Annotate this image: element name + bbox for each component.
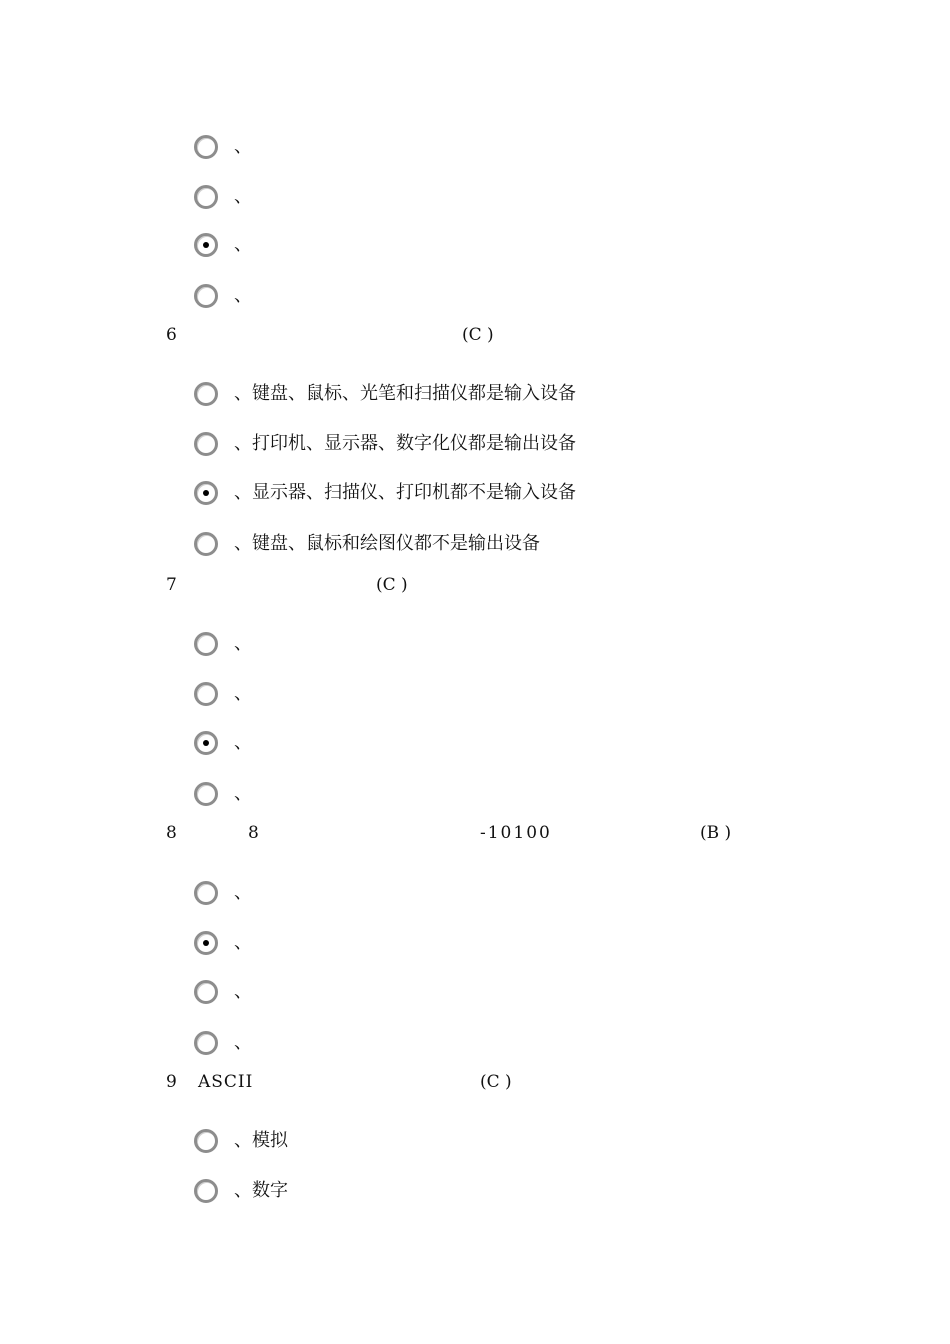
q9-number: 9 (166, 1072, 177, 1092)
radio-button[interactable] (194, 1129, 218, 1153)
option-text: 、 (234, 136, 252, 157)
q7-option-1[interactable] (194, 630, 252, 658)
radio-button[interactable] (194, 532, 218, 556)
option-text: 、 (234, 234, 252, 255)
q7-answer: (C ) (376, 575, 408, 595)
radio-button[interactable] (194, 185, 218, 209)
option-text: 、显示器、扫描仪、打印机都不是输入设备 (234, 482, 576, 503)
q7-number: 7 (166, 575, 177, 595)
q7-option-2[interactable] (194, 680, 252, 708)
radio-button[interactable] (194, 1031, 218, 1055)
q9-option-1[interactable] (194, 1127, 288, 1155)
q6-option-2[interactable] (194, 430, 576, 458)
q6-option-1[interactable] (194, 380, 576, 408)
radio-button-selected[interactable] (194, 731, 218, 755)
q9-answer: (C ) (480, 1072, 512, 1092)
option-text: 、 (234, 186, 252, 207)
radio-button-selected[interactable] (194, 931, 218, 955)
option-text: 、打印机、显示器、数字化仪都是输出设备 (234, 433, 576, 454)
radio-button[interactable] (194, 284, 218, 308)
radio-button-selected[interactable] (194, 481, 218, 505)
option-text: 、 (234, 683, 252, 704)
radio-button[interactable] (194, 135, 218, 159)
q7-option-4[interactable] (194, 780, 252, 808)
radio-button-selected[interactable] (194, 233, 218, 257)
q5-option-2[interactable] (194, 183, 252, 211)
q9-option-2[interactable] (194, 1177, 288, 1205)
radio-button[interactable] (194, 980, 218, 1004)
q5-option-3[interactable] (194, 231, 252, 259)
option-text: 、 (234, 783, 252, 804)
q8-answer: (B ) (700, 823, 732, 843)
option-text: 、 (234, 285, 252, 306)
radio-button[interactable] (194, 881, 218, 905)
q8-option-3[interactable] (194, 978, 252, 1006)
option-text: 、 (234, 732, 252, 753)
option-text: 、键盘、鼠标、光笔和扫描仪都是输入设备 (234, 383, 576, 404)
option-text: 、 (234, 932, 252, 953)
q6-answer: (C ) (462, 325, 494, 345)
radio-button[interactable] (194, 682, 218, 706)
option-text: 、键盘、鼠标和绘图仪都不是输出设备 (234, 533, 540, 554)
radio-button[interactable] (194, 632, 218, 656)
option-text: 、 (234, 882, 252, 903)
q6-option-4[interactable] (194, 530, 540, 558)
option-text: 、 (234, 1032, 252, 1053)
q8-option-1[interactable] (194, 879, 252, 907)
option-text: 、模拟 (234, 1130, 288, 1151)
q9-code-name: ASCII (198, 1072, 254, 1092)
radio-button[interactable] (194, 1179, 218, 1203)
option-text: 、数字 (234, 1180, 288, 1201)
q8-number: 8 (166, 823, 177, 843)
q5-option-4[interactable] (194, 282, 252, 310)
q5-option-1[interactable] (194, 133, 252, 161)
q8-bit-count: 8 (248, 823, 259, 843)
q7-option-3[interactable] (194, 729, 252, 757)
radio-button[interactable] (194, 382, 218, 406)
q8-option-2[interactable] (194, 929, 252, 957)
q6-number: 6 (166, 325, 177, 345)
q8-option-4[interactable] (194, 1029, 252, 1057)
q6-option-3[interactable] (194, 479, 576, 507)
radio-button[interactable] (194, 432, 218, 456)
option-text: 、 (234, 633, 252, 654)
option-text: 、 (234, 981, 252, 1002)
radio-button[interactable] (194, 782, 218, 806)
q8-value: -10100 (480, 823, 552, 843)
